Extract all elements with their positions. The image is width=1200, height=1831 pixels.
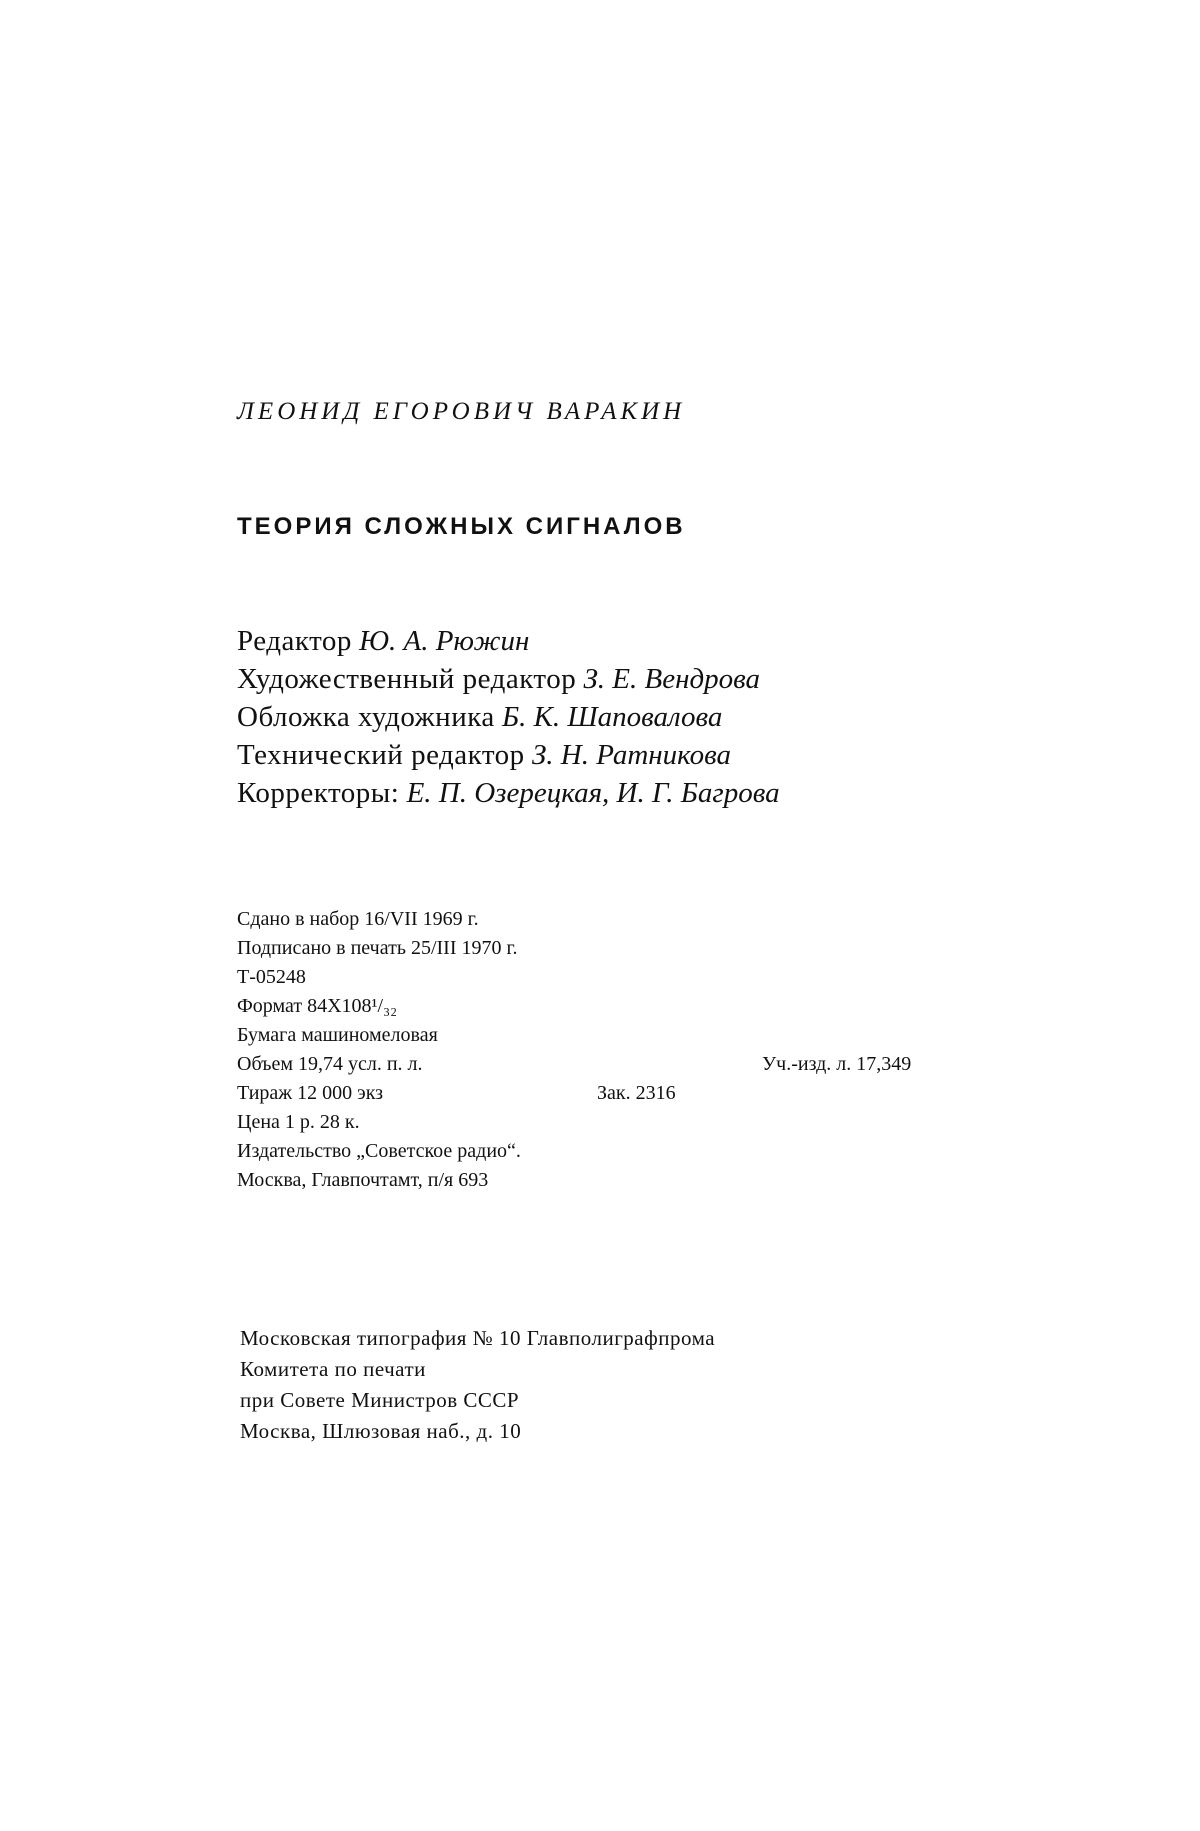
credit-role: Редактор [237,625,352,657]
printer-line: при Совете Министров СССР [240,1388,520,1412]
credit-role: Технический редактор [237,739,525,771]
credit-proofreaders [237,774,780,812]
imprint-run-row [237,1079,997,1108]
credit-role: Обложка художника [237,701,495,733]
imprint-details [237,905,997,1195]
imprint-publisher-address: Москва, Главпочтамт, п/я 693 [237,1169,489,1191]
credit-cover-artist [237,698,780,736]
credit-names: Ю. А. Рюжин [359,625,530,657]
imprint-format: Формат 84Х108¹/₃₂ [237,995,398,1017]
imprint-paper: Бумага машиномеловая [237,1024,438,1046]
imprint-code: Т-05248 [237,966,306,988]
imprint-price: Цена 1 р. 28 к. [237,1111,360,1133]
credit-role: Художественный редактор [237,663,577,695]
credit-editor [237,622,780,660]
author-name: ЛЕОНИД ЕГОРОВИЧ ВАРАКИН [237,398,686,425]
imprint-publisher-sheets: Уч.-изд. л. 17,349 [762,1053,912,1075]
credit-art-editor [237,660,780,698]
imprint-print-run: Тираж 12 000 экз [237,1082,384,1104]
imprint-submitted: Сдано в набор 16/VII 1969 г. [237,908,479,930]
printer-line: Москва, Шлюзовая наб., д. 10 [240,1419,522,1443]
credit-names: З. Н. Ратникова [531,739,732,771]
imprint-order: Зак. 2316 [597,1082,676,1104]
editorial-credits [237,622,780,812]
imprint-volume-row [237,1050,997,1079]
credit-role: Корректоры: [237,777,400,809]
credit-technical-editor [237,736,780,774]
imprint-signed: Подписано в печать 25/III 1970 г. [237,937,518,959]
credit-names: Е. П. Озерецкая, И. Г. Багрова [406,777,780,809]
printer-info [240,1323,715,1447]
book-title: ТЕОРИЯ СЛОЖНЫХ СИГНАЛОВ [237,513,686,540]
credit-names: З. Е. Вендрова [583,663,761,695]
printer-line: Комитета по печати [240,1357,426,1381]
imprint-publisher: Издательство „Советское радио“. [237,1140,521,1162]
printer-line: Московская типография № 10 Главполиграфпрома [240,1326,716,1350]
credit-names: Б. К. Шаповалова [501,701,723,733]
imprint-volume: Объем 19,74 усл. п. л. [237,1053,423,1075]
